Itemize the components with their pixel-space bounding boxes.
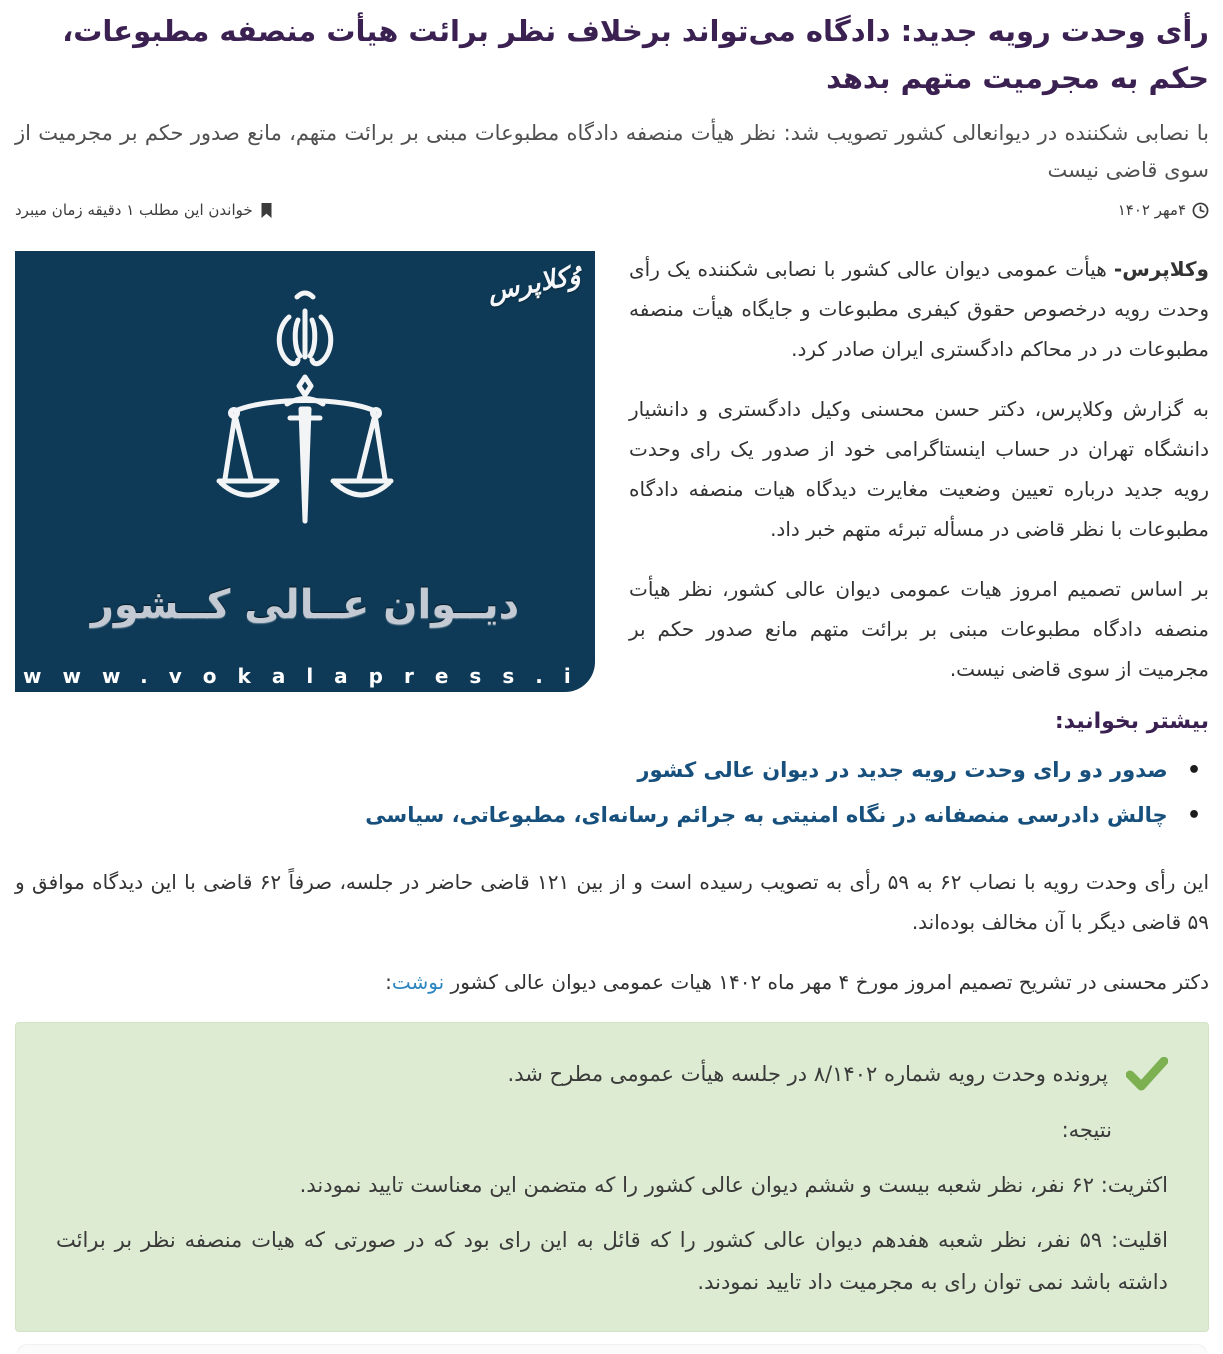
article-image <box>15 251 595 692</box>
next-card-peek <box>17 1344 1207 1354</box>
article-meta <box>15 201 1209 219</box>
read-more-item <box>15 748 1201 793</box>
read-more-heading: بیشتر بخوانید: <box>1054 709 1209 734</box>
paragraph-1-text: هیأت عمومی دیوان عالی کشور با نصابی شکننده یک رأی وحدت رویه درخصوص حقوق کیفری مطبوعات و جایگاه هیأت منصفه مطبوعات در در محاکم دادگستری ایران صادر کرد. <box>629 257 1209 361</box>
publish-date <box>1118 201 1209 219</box>
read-more-link-1[interactable]: صدور دو رای وحدت رویه جدید در دیوان عالی کشور <box>637 758 1168 782</box>
quote-minority: اقلیت: ۵۹ نفر، نظر شعبه هفدهم دیوان عالی کشور را که قائل به این رای بود که در صورتی که هیات منصفه نظر بر برائت داشته باشد نمی توان رای به مجرمیت داد تایید نمودند. <box>56 1228 1168 1294</box>
paragraph-3: بر اساس تصمیم امروز هیات عمومی دیوان عالی کشور، نظر هیأت منصفه دادگاه مطبوعات مبنی بر برائت متهم مانع صدور حکم بر مجرمیت از سوی قاضی نیست. <box>629 577 1209 681</box>
read-more-list <box>15 748 1209 838</box>
quote-case-line: پرونده وحدت رویه شماره ۸/۱۴۰۲ در جلسه هیأت عمومی مطرح شد. <box>507 1062 1108 1086</box>
page-title: رأی وحدت رویه جدید: دادگاه می‌تواند برخلاف نظر برائت هیأت منصفه مطبوعات، حکم به مجرمیت متهم بدهد <box>62 14 1209 95</box>
paragraph-4: این رأی وحدت رویه با نصاب ۶۲ به ۵۹ رأی به تصویب رسیده است و از بین ۱۲۱ قاضی حاضر در جلسه، صرفاً ۶۲ قاضی با این دیدگاه موافق و ۵۹ قاضی دیگر با آن مخالف بوده‌اند. <box>15 870 1210 934</box>
paragraph-5-colon: : <box>385 970 392 994</box>
clock-icon <box>1192 202 1209 219</box>
read-more-item <box>15 793 1201 838</box>
figure-caption-supreme-court: دیــوان عــالی کــشور <box>90 582 520 628</box>
source-label: وکلاپرس- <box>1113 257 1209 281</box>
publish-date-label: ۴مهر ۱۴۰۲ <box>1117 201 1186 219</box>
quote-majority: اکثریت: ۶۲ نفر، نظر شعبه بیست و ششم دیوان عالی کشور را که متضمن این معناست تایید نمودند. <box>299 1173 1168 1197</box>
instagram-quote-box <box>15 1022 1209 1332</box>
read-more-link-2[interactable]: چالش دادرسی منصفانه در نگاه امنیتی به جرائم رسانه‌ای، مطبوعاتی، سیاسی <box>365 803 1168 827</box>
reading-time <box>15 201 274 219</box>
paragraph-5 <box>15 962 1209 1002</box>
paragraph-2: به گزارش وکلاپرس، دکتر حسن محسنی وکیل دادگستری و دانشیار دانشگاه تهران در حساب اینستاگرامی خود از صدور یک رای وحدت رویه جدید درباره تعیین وضعیت مغایرت دیدگاه هیات منصفه دادگاه مطبوعات با نظر قاضی در مسأله تبرئه متهم خبر داد. <box>629 397 1209 541</box>
bookmark-icon <box>259 202 274 219</box>
paragraph-5-text: دکتر محسنی در تشریح تصمیم امروز مورخ ۴ مهر ماه ۱۴۰۲ هیات عمومی دیوان عالی کشور <box>444 970 1209 994</box>
figure-site-url: www.vokalapress.i <box>23 664 592 688</box>
quote-check-row <box>56 1053 1168 1096</box>
reading-time-label: خواندن این مطلب ۱ دقیقه زمان میبرد <box>15 201 253 219</box>
justice-scales-emblem-icon <box>205 287 405 539</box>
article-lead: با نصابی شکننده در دیوانعالی کشور تصویب شد: نظر هیأت منصفه دادگاه مطبوعات مبنی بر برائت متهم، مانع صدور حکم بر مجرمیت از سوی قاضی نیست <box>15 121 1209 182</box>
check-icon <box>1126 1057 1168 1096</box>
quote-result-label: نتیجه: <box>1061 1118 1112 1142</box>
article-body <box>15 249 1209 1354</box>
vokalapress-watermark: وُکلاپرس <box>485 260 584 308</box>
wrote-link[interactable]: نوشت <box>391 970 445 994</box>
